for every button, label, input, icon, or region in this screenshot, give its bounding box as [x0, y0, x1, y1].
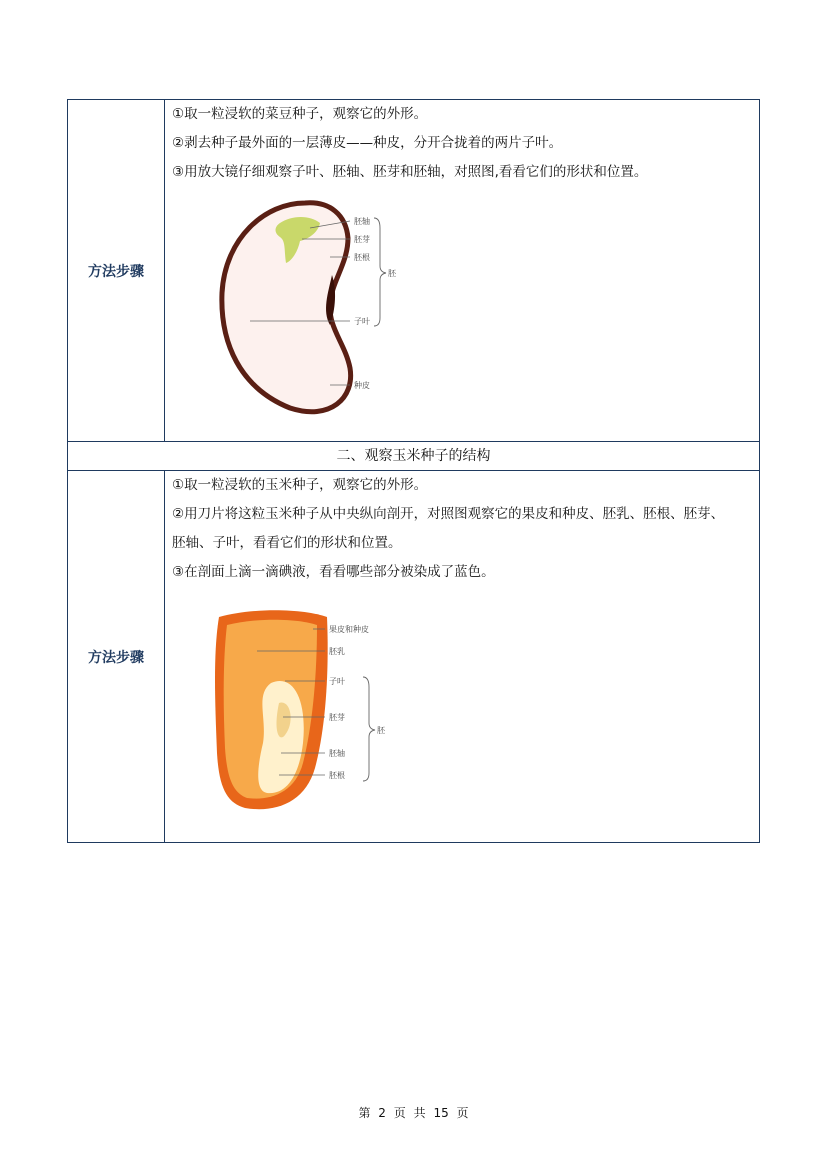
- corn-steps-cell: [165, 471, 760, 843]
- footer-prefix: 第: [358, 1106, 371, 1120]
- corn-step-3: ③在剖面上滴一滴碘液，看看哪些部分被染成了蓝色。: [172, 564, 495, 580]
- bean-label-pei-ya: 胚芽: [354, 235, 370, 244]
- corn-label-pei-ya: 胚芽: [329, 713, 345, 722]
- bean-step-1: ①取一粒浸软的菜豆种子，观察它的外形。: [172, 106, 428, 122]
- corn-method-label: 方法步骤: [88, 649, 144, 666]
- corn-label-pei: 胚: [377, 726, 385, 735]
- corn-label-zi-ye: 子叶: [329, 677, 345, 686]
- bean-label-zi-ye: 子叶: [354, 317, 370, 326]
- corn-label-pei-gen: 胚根: [329, 771, 345, 780]
- bean-label-zhong-pi: 种皮: [354, 381, 370, 390]
- corn-seed-figure: [205, 603, 465, 823]
- bean-embryo-brace: [374, 218, 386, 326]
- corn-method-cell: [68, 471, 165, 843]
- bean-step-2: ②剥去种子最外面的一层薄皮——种皮，分开合拢着的两片子叶。: [172, 135, 563, 151]
- corn-step-1: ①取一粒浸软的玉米种子，观察它的外形。: [172, 477, 428, 493]
- footer-page-word: 页: [393, 1106, 406, 1120]
- bean-step-3: ③用放大镜仔细观察子叶、胚轴、胚芽和胚轴，对照图,看看它们的形状和位置。: [172, 164, 648, 180]
- corn-step-2b: 胚轴、子叶，看看它们的形状和位置。: [172, 535, 402, 551]
- bean-seed-figure: [210, 193, 510, 423]
- bean-label-pei-gen: 胚根: [354, 253, 370, 262]
- corn-step-2: ②用刀片将这粒玉米种子从中央纵向剖开，对照图观察它的果皮和种皮、胚乳、胚根、胚芽、: [172, 506, 725, 522]
- corn-row: [68, 471, 760, 843]
- corn-embryo-brace: [363, 677, 375, 781]
- corn-label-pei-ru: 胚乳: [329, 647, 345, 656]
- bean-method-cell: [68, 100, 165, 442]
- bean-steps-cell: [165, 100, 760, 442]
- corn-section-title: 二、观察玉米种子的结构: [68, 442, 760, 471]
- bean-row: [68, 100, 760, 442]
- bean-label-pei: 胚: [388, 269, 396, 278]
- bean-method-label: 方法步骤: [88, 263, 144, 280]
- corn-label-pericarp: 果皮和种皮: [329, 625, 369, 634]
- footer-current-page: 2: [378, 1106, 386, 1120]
- experiment-table: [67, 99, 760, 843]
- footer-suffix: 页: [456, 1106, 469, 1120]
- footer-total-pages: 15: [433, 1106, 449, 1120]
- page-footer: [0, 1104, 827, 1121]
- bean-label-pei-zhou: 胚轴: [354, 217, 370, 226]
- footer-total-word: 共: [413, 1106, 426, 1120]
- corn-label-pei-zhou: 胚轴: [329, 749, 345, 758]
- corn-title-row: [68, 442, 760, 471]
